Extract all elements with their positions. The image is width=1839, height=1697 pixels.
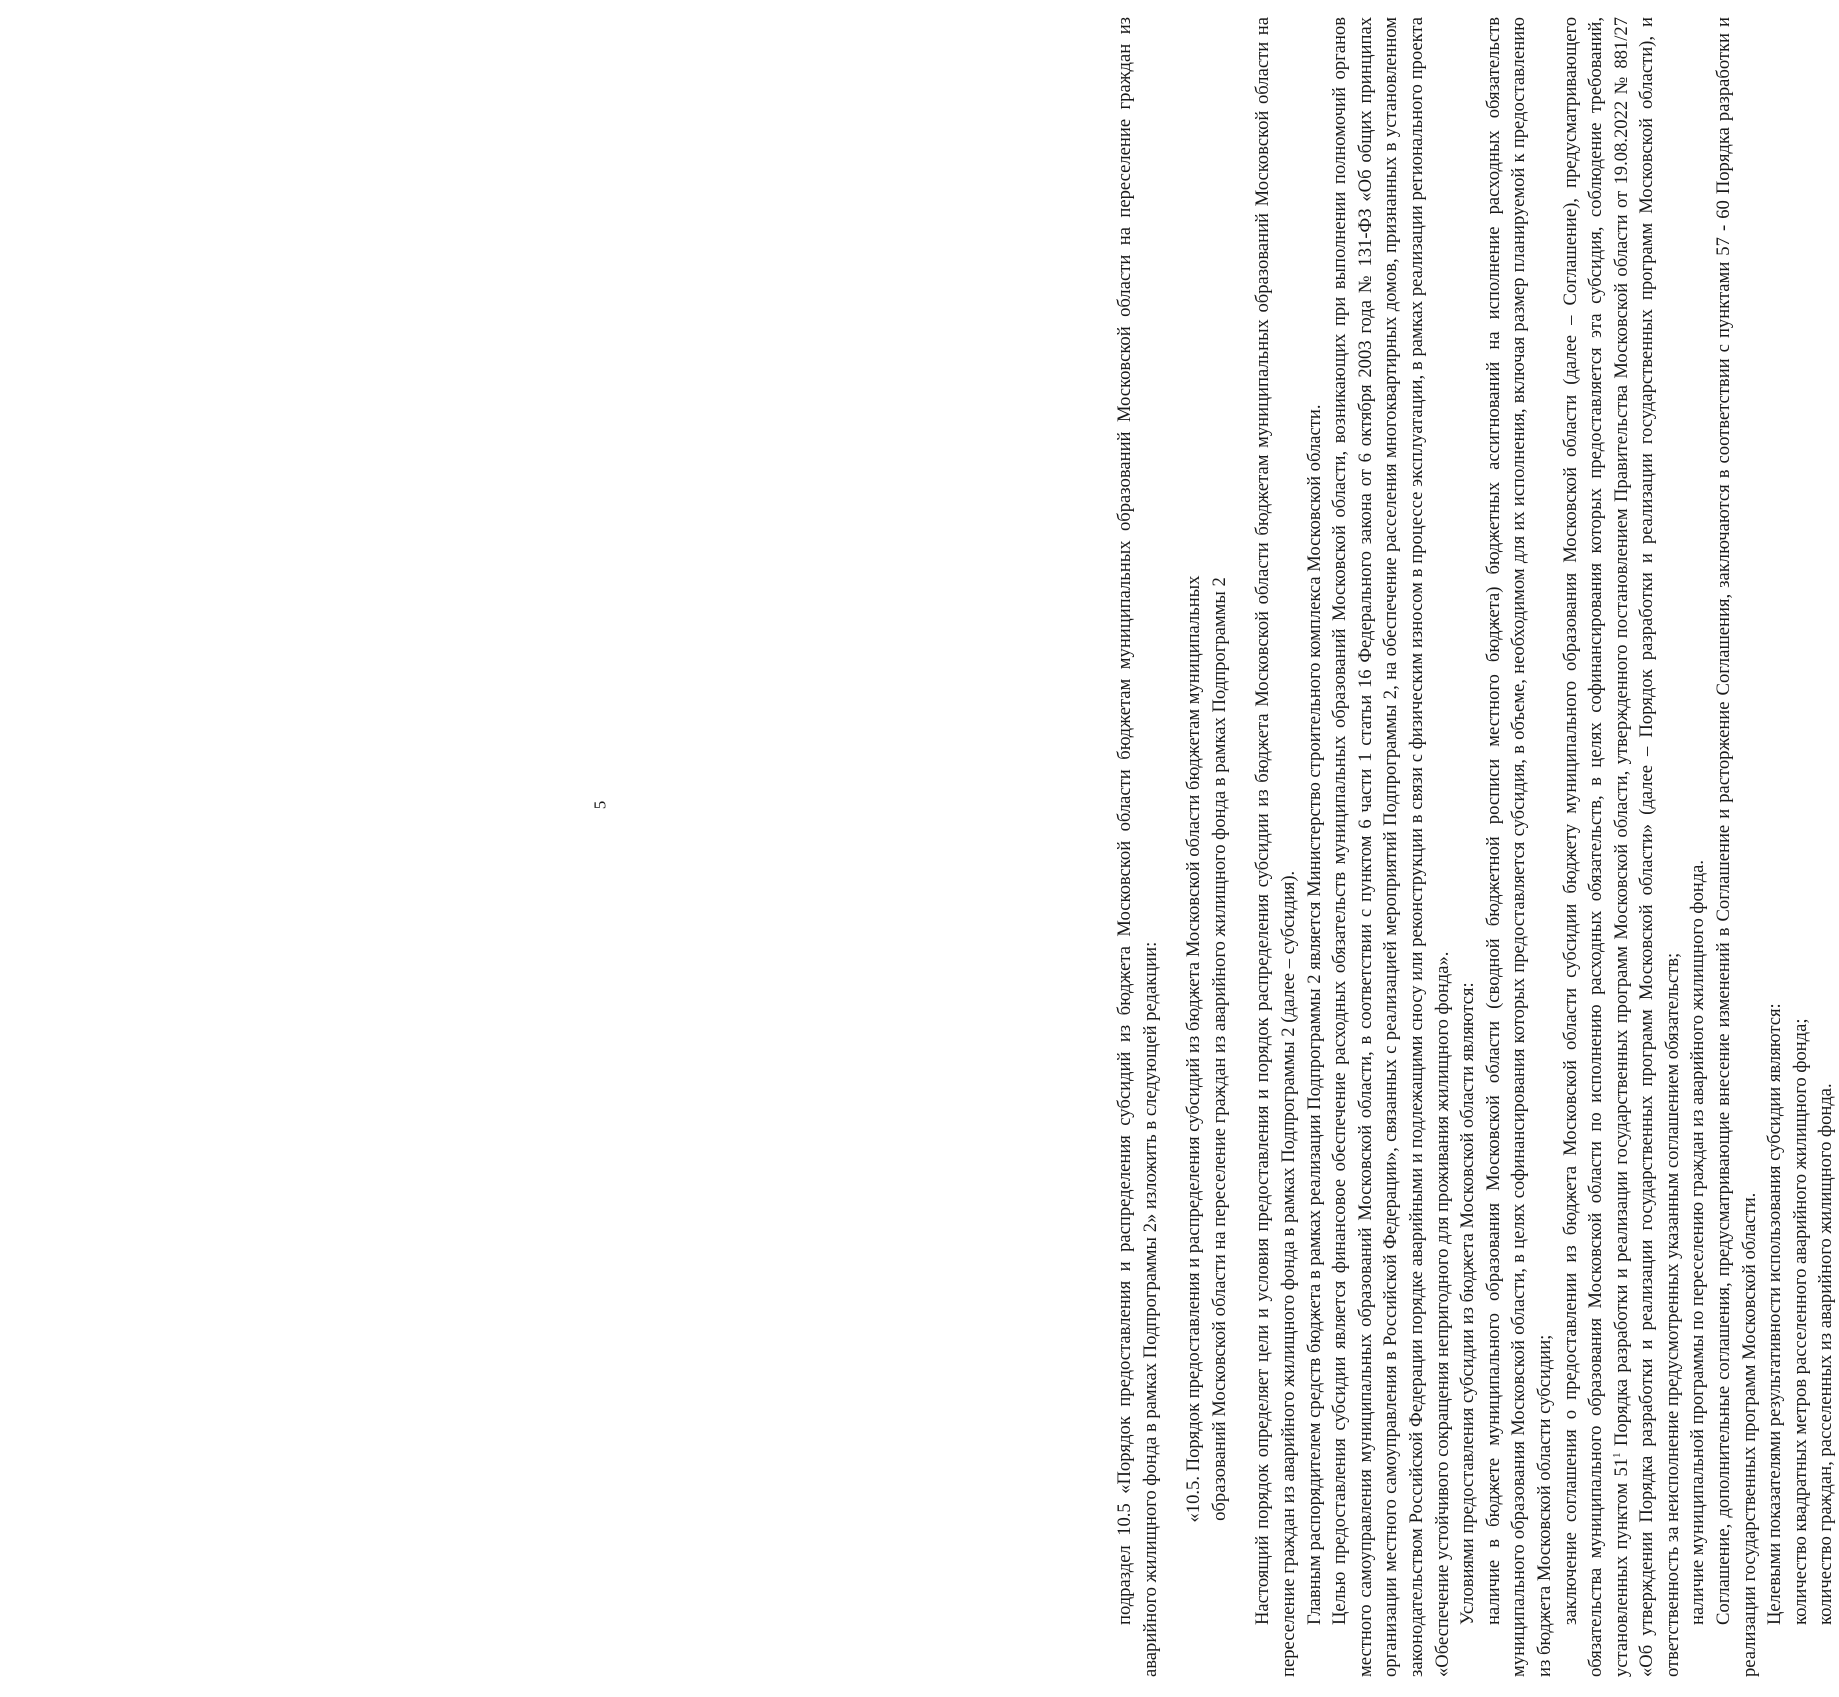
intro-paragraph: подраздел 10.5 «Порядок предоставления и распределения субсидий из бюджета Московской области бюджетам муниципальных образований Московской области на переселение граждан из аварийного жилищного фонда в рамках Подпрограммы 2» изложить в следующей редакции: xyxy=(1114,17,1161,1677)
document-body xyxy=(1112,17,1839,1677)
heading-line-2: образований Московской области на переселение граждан из аварийного жилищного фонда в рамках Подпрограммы 2 xyxy=(1208,577,1230,1521)
page-number: 5 xyxy=(590,800,610,810)
paragraph-goal: Целью предоставления субсидии является финансовое обеспечение расходных обязательств муниципальных образований Московской области, возникающих при выполнении полномочий органов местного самоуправления муниципальных образований Московской области, в соответствии с пунктом 6 части 1 статьи 16 Федерального закона от 6 октября 2003 года № 131-ФЗ «Об общих принципах организации местного самоуправления в Российской Федерации», связанных с реализацией мероприятий Подпрограммы 2, на обеспечение расселения многоквартирных домов, признанных в установленном законодательством Российской Федерации порядке аварийными и подлежащими сносу или реконструкции в связи с физическим износом в процессе эксплуатации, в рамках реализации регионального проекта «Обеспечение устойчивого сокращения непригодного для проживания жилищного фонда». xyxy=(1329,17,1453,1677)
paragraph-condition-agreement xyxy=(1558,17,1686,1677)
paragraph-condition-program: наличие муниципальной программы по переселению граждан из аварийного жилищного фонда. xyxy=(1687,859,1709,1625)
paragraph-indicator-citizens: количество граждан, расселенных из аварийного жилищного фонда. xyxy=(1815,1083,1837,1625)
agreement-text-head: заключение соглашения о предоставлении из бюджета Московской области субсидии бюджету муниципального образования Московской области (далее – Соглашение), предусматривающего обязательства муниципального образования Московской области по исполнению расходных обязательств, в целях софинансирования которых предоставляется эта субсидия, соблюдение требований, установленных пунктом 51 xyxy=(1559,17,1632,1677)
paragraph-purpose-order: Настоящий порядок определяет цели и условия предоставления и порядок распределения субсидии из бюджета Московской области бюджетам муниципальных образований Московской области на переселение граждан из аварийного жилищного фонда в рамках Подпрограммы 2 (далее – субсидия). xyxy=(1252,17,1299,1677)
paragraph-agreements: Соглашение, дополнительные соглашения, предусматривающие внесение изменений в Соглашение и расторжение Соглашения, заключаются в соответствии с пунктами 57 - 60 Порядка разработки и реализации государственных программ Московской области. xyxy=(1713,17,1760,1677)
superscript: 1 xyxy=(1610,1452,1623,1458)
paragraph-main-administrator: Главным распорядителем средств бюджета в рамках реализации Подпрограммы 2 является Министерство строительного комплекса Московской области. xyxy=(1303,404,1325,1625)
paragraph-indicators-intro: Целевыми показателями результативности использования субсидии являются: xyxy=(1764,1003,1786,1625)
rotated-page xyxy=(1112,17,1839,1677)
paragraph-indicator-area: количество квадратных метров расселенного аварийного жилищного фонда; xyxy=(1789,1018,1811,1625)
heading-line-1: «10.5. Порядок предоставления и распределения субсидий из бюджета Московской области бюджетам муниципальных xyxy=(1183,575,1205,1523)
section-heading xyxy=(1181,17,1232,1677)
paragraph-conditions-intro: Условиями предоставления субсидии из бюджета Московской области являются: xyxy=(1457,982,1479,1625)
agreement-text-tail: Порядка разработки и реализации государственных программ Московской области, утвержденного постановлением Правительства Московской области от 19.08.2022 № 881/27 «Об утверждении Порядка разработки и реализации государственных программ Московской области» (далее – Порядок разработки и реализации государственных программ Московской области), и ответственность за неисполнение предусмотренных указанным соглашением обязательств; xyxy=(1610,17,1683,1677)
paragraph-condition-budget: наличие в бюджете муниципального образования Московской области (сводной бюджетной росписи местного бюджета) бюджетных ассигнований на исполнение расходных обязательств муниципального образования Московской области, в целях софинансирования которых предоставляется субсидия, в объеме, необходимом для их исполнения, включая размер планируемой к предоставлению из бюджета Московской области субсидии; xyxy=(1482,17,1555,1677)
